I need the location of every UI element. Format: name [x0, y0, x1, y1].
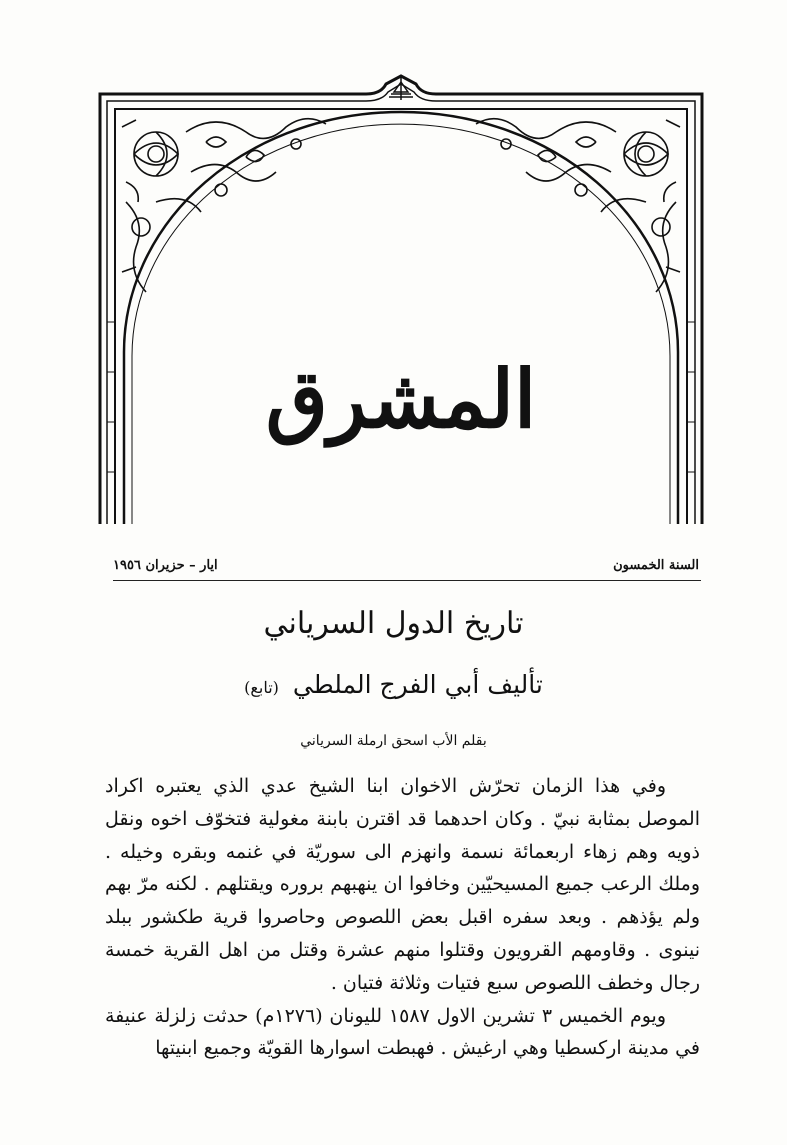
article-body [105, 770, 700, 1065]
masthead-calligraphy: المشرق [265, 352, 537, 446]
article-title: تاريخ الدول السرياني [263, 606, 524, 641]
ornamental-frame [96, 72, 706, 524]
body-paragraph: ويوم الخميس ٣ تشرين الاول ١٥٨٧ لليونان (١٢٧٦م) حدثت زلزلة عنيفة في مدينة اركسطيا وهي ارغيش . فهبطت اسوارها القويّة وجميع ابنيتها [105, 1004, 700, 1060]
header-rule [113, 580, 701, 581]
body-paragraph: وفي هذا الزمان تحرّش الاخوان ابنا الشيخ عدي الذي يعتبره اكراد الموصل بمثابة نبيّ . وكان احدهما قد اقترن بابنة مغولية فتخوّف اخوه ونقل ذويه وهم زهاء اربعمائة نسمة وانهزم الى سوريّة في غنمه وبقره وخيله . وملك الرعب جميع المسيحيّين وخافوا ان ينهبهم بروره ويقتلهم . لكنه مرّ بهم ولم يؤذهم . وبعد سفره اقبل بعض اللصوص وحاصروا قرية طكشور ببلد نينوى . وقاومهم القرويون وقتلوا منهم عشرة وقتل من اهل القرية خمسة رجال وخطف اللصوص سبع فتيات وثلاثة فتيان . [105, 775, 700, 994]
article-subtitle [0, 670, 787, 699]
article-subtitle-text: تأليف أبي الفرج الملطي [292, 670, 543, 699]
issue-date-label: ايار – حزيران ١٩٥٦ [113, 558, 218, 573]
article-byline: بقلم الأب اسحق ارملة السرياني [300, 733, 487, 749]
continued-tag: (تابع) [244, 678, 279, 697]
volume-year-label: السنة الخمسون [613, 558, 699, 573]
